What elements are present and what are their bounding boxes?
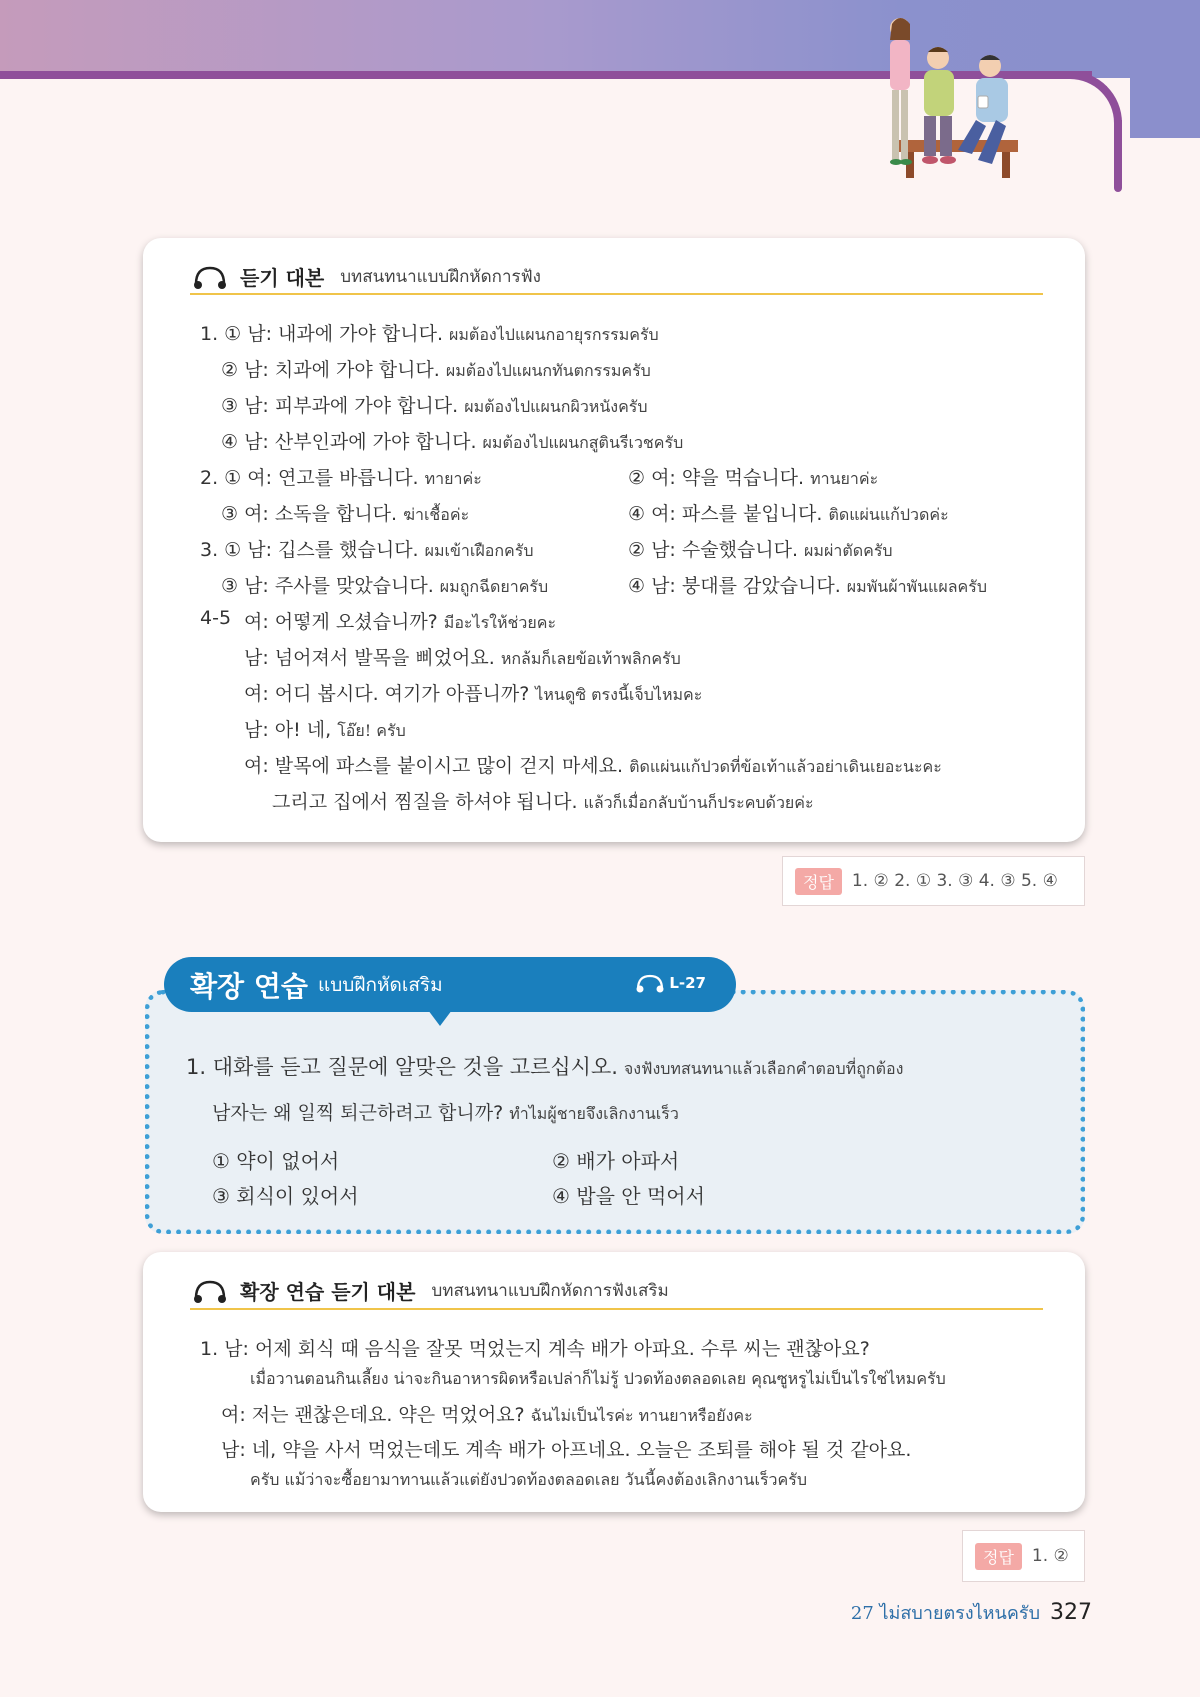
answer-text: 1. ② 2. ① 3. ③ 4. ③ 5. ④ — [851, 871, 1058, 891]
dialog-line-6: 그리고 집에서 찜질을 하셔야 됩니다. แล้วก็เมื่อกลับบ้านก็ประคบด้วยค่ะ — [272, 791, 814, 813]
dialog-line-4: 남: 아! 네, โอ๊ย! ครับ — [244, 719, 406, 741]
option-4[interactable]: ④ 밥을 안 먹어서 — [552, 1184, 705, 1208]
listening-script-header — [192, 262, 541, 291]
q3-right-1: ② 남: 수술했습니다. ผมผ่าตัดครับ — [628, 539, 893, 561]
answer-text: 1. ② — [1031, 1546, 1069, 1566]
extension-script-header — [192, 1276, 669, 1305]
q2-left-2: ③ 여: 소독을 합니다. ฆ่าเชื้อค่ะ — [221, 503, 470, 525]
ext-script-line-3: 남: 네, 약을 사서 먹었는데도 계속 배가 아프네요. 오늘은 조퇴를 해야 될 것 같아요. ครับ แม้ว่าจะซื้อยามาทานแล้วแต่ยังปวดท้องตลอดเลย วันนี้คงต้องเลิกงานเร็วครับ — [221, 1439, 912, 1489]
dialog-line-2: 남: 넘어져서 발목을 삐었어요. หกล้มก็เลยข้อเท้าพลิกครับ — [244, 647, 681, 669]
answer-box-1 — [782, 856, 1085, 906]
option-3[interactable]: ③ 회식이 있어서 — [212, 1184, 359, 1208]
listening-header-rule — [190, 293, 1043, 295]
extension-script-subtitle: บทสนทนาแบบฝึกหัดการฟังเสริม — [431, 1281, 669, 1301]
option-2[interactable]: ② 배가 아파서 — [552, 1149, 680, 1173]
listening-title: 듣기 대본 — [240, 266, 325, 290]
headphone-icon — [192, 264, 228, 290]
q2-left-1: 2. ① 여: 연고를 바릅니다. ทายาค่ะ — [200, 467, 482, 489]
q1-line-3: ③ 남: 피부과에 가야 합니다. ผมต้องไปแผนกผิวหนังครับ — [221, 395, 648, 417]
page-number: 327 — [1050, 1600, 1092, 1625]
q1-line-1: 1. ① 남: 내과에 가야 합니다. ผมต้องไปแผนกอายุรกรรมครับ — [200, 323, 659, 345]
extension-script-title: 확장 연습 듣기 대본 — [240, 1280, 416, 1304]
q3-left-2: ③ 남: 주사를 맞았습니다. ผมถูกฉีดยาครับ — [221, 575, 549, 597]
q1-line-2: ② 남: 치과에 가야 합니다. ผมต้องไปแผนกทันตกรรมครับ — [221, 359, 651, 381]
extension-prompt: 남자는 왜 일찍 퇴근하려고 합니까? ทำไมผู้ชายจึงเลิกงานเร็ว — [212, 1102, 679, 1124]
dialog-label: 4-5 — [200, 607, 232, 629]
audio-track-label[interactable]: L-27 — [635, 973, 706, 993]
chapter-title: 27 ไม่สบายตรงไหนครับ — [850, 1603, 1040, 1624]
extension-subtitle: แบบฝึกหัดเสริม — [317, 973, 443, 996]
extension-tab-notch — [428, 1010, 452, 1026]
answer-box-2 — [962, 1530, 1085, 1582]
dialog-line-5: 여: 발목에 파스를 붙이시고 많이 걷지 마세요. ติดแผ่นแก้ปวดที่ข้อเท้าแล้วอย่าเดินเยอะนะคะ — [244, 755, 942, 777]
answer-tag: 정답 — [795, 868, 842, 895]
answer-tag: 정답 — [975, 1543, 1022, 1570]
q3-right-2: ④ 남: 붕대를 감았습니다. ผมพันผ้าพันแผลครับ — [628, 575, 987, 597]
page-footer — [851, 1598, 1092, 1627]
headphone-icon — [635, 973, 665, 993]
option-1[interactable]: ① 약이 없어서 — [212, 1149, 340, 1173]
people-on-bench-illustration — [878, 10, 1040, 190]
dialog-line-1: 여: 어떻게 오셨습니까? มีอะไรให้ช่วยคะ — [244, 611, 557, 633]
extension-question: 1. 대화를 듣고 질문에 알맞은 것을 고르십시오. จงฟังบทสนทนาแล้วเลือกคำตอบที่ถูกต้อง — [186, 1055, 904, 1079]
extension-script-rule — [190, 1308, 1043, 1310]
q1-line-4: ④ 남: 산부인과에 가야 합니다. ผมต้องไปแผนกสูตินรีเวชครับ — [221, 431, 684, 453]
header-curve — [1062, 71, 1122, 131]
q2-right-1: ② 여: 약을 먹습니다. ทานยาค่ะ — [628, 467, 879, 489]
extension-practice-tab — [164, 957, 736, 1012]
extension-title: 확장 연습 — [190, 969, 308, 1003]
dialog-line-3: 여: 어디 봅시다. 여기가 아픕니까? ไหนดูซิ ตรงนี้เจ็บไหมคะ — [244, 683, 703, 705]
ext-script-line-1: 1. 남: 어제 회식 때 음식을 잘못 먹었는지 계속 배가 아파요. 수루 씨는 괜찮아요? เมื่อวานตอนกินเลี้ยง น่าจะกินอาหารผิดหรือเปล่าก็ไม่รู้ ปวดท้องตลอดเลย คุณซูหรูไม่เป็นไรใช่ไหมครับ — [200, 1338, 946, 1388]
q2-right-2: ④ 여: 파스를 붙입니다. ติดแผ่นแก้ปวดค่ะ — [628, 503, 949, 525]
header-band-right — [1130, 0, 1200, 138]
header-vertical-rule — [1114, 120, 1122, 192]
q3-left-1: 3. ① 남: 깁스를 했습니다. ผมเข้าเฝือกครับ — [200, 539, 534, 561]
listening-subtitle: บทสนทนาแบบฝึกหัดการฟัง — [340, 267, 541, 287]
headphone-icon — [192, 1278, 228, 1304]
ext-script-line-2: 여: 저는 괜찮은데요. 약은 먹었어요? ฉันไม่เป็นไรค่ะ ทานยาหรือยังคะ — [221, 1404, 753, 1426]
